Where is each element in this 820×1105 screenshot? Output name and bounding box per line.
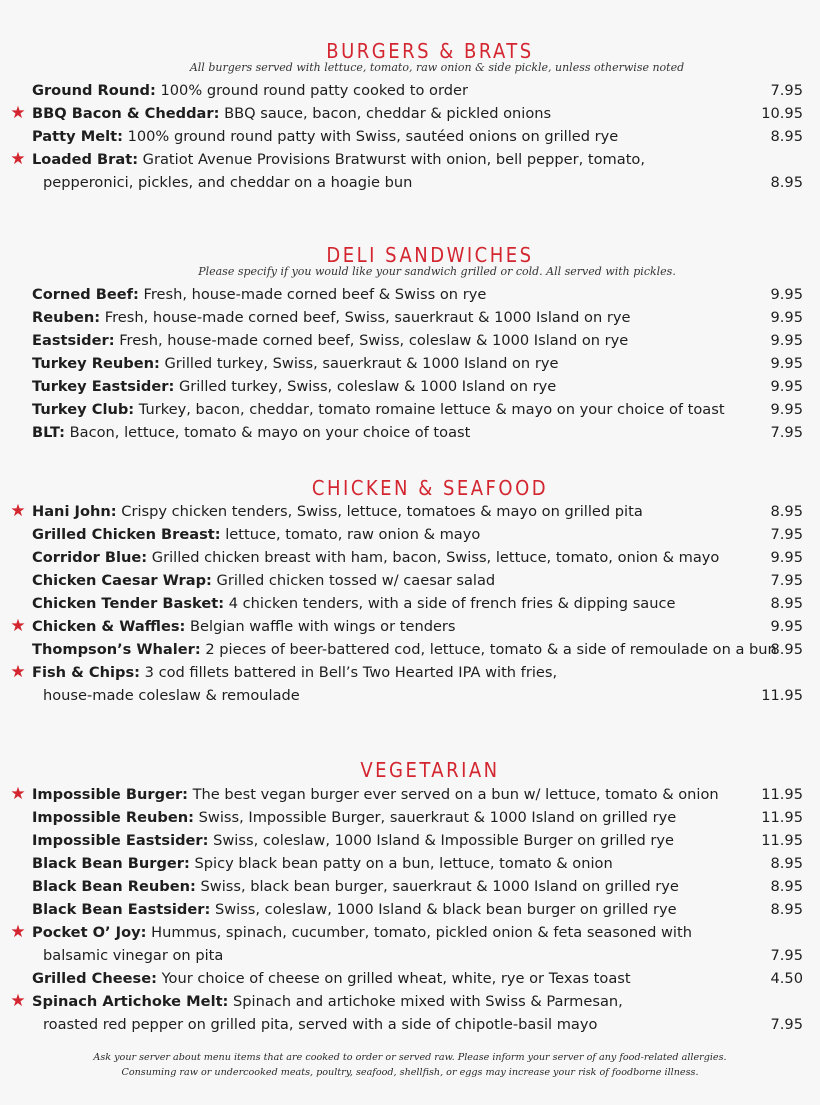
item-description: The best vegan burger ever served on a bun w/ lettuce, tomato & onion (192, 786, 719, 803)
item-description: 2 pieces of beer-battered cod, lettuce, tomato & a side of remoulade on a bun (205, 641, 777, 658)
item-line (32, 783, 719, 806)
item-description-continued: house-made coleslaw & remoulade (43, 687, 300, 704)
item-price: 9.95 (770, 355, 803, 372)
menu-item (0, 375, 820, 398)
menu-item (0, 283, 820, 306)
menu-item-continued (0, 171, 820, 194)
section-title: BURGERS & BRATS (326, 39, 534, 63)
item-description: Swiss, Impossible Burger, sauerkraut & 1000 Island on grilled rye (198, 809, 677, 826)
item-description: 100% ground round patty cooked to order (160, 82, 468, 99)
item-price: 11.95 (761, 687, 803, 704)
item-line (32, 283, 486, 306)
item-name: Eastsider: (32, 332, 115, 349)
menu-item (0, 898, 820, 921)
item-description-continued: roasted red pepper on grilled pita, served with a side of chipotle-basil mayo (43, 1016, 598, 1033)
menu-item (0, 306, 820, 329)
item-description-continued: pepperonici, pickles, and cheddar on a hoagie bun (43, 174, 413, 191)
item-price: 9.95 (770, 549, 803, 566)
item-price: 7.95 (770, 526, 803, 543)
menu-item (0, 398, 820, 421)
item-name: Black Bean Reuben: (32, 878, 196, 895)
item-line (32, 638, 777, 661)
star-icon: ★ (10, 662, 26, 682)
menu-item (0, 546, 820, 569)
item-name: Grilled Chicken Breast: (32, 526, 221, 543)
item-description: Belgian waffle with wings or tenders (190, 618, 456, 635)
item-description: Gratiot Avenue Provisions Bratwurst with onion, bell pepper, tomato, (142, 151, 646, 168)
item-description: lettuce, tomato, raw onion & mayo (225, 526, 481, 543)
menu-item (0, 921, 820, 944)
item-name: Spinach Artichoke Melt: (32, 993, 229, 1010)
menu-item-continued (0, 944, 820, 967)
item-line (32, 523, 480, 546)
item-name: BLT: (32, 424, 65, 441)
item-line (32, 398, 725, 421)
disclaimer (0, 1050, 820, 1080)
disclaimer-line: Ask your server about menu items that are cooked to order or served raw. Please inform your server of any food-related allergies. (93, 1052, 727, 1063)
item-name: Grilled Cheese: (32, 970, 157, 987)
item-line (32, 148, 645, 171)
item-description: Grilled turkey, Swiss, sauerkraut & 1000 Island on rye (164, 355, 559, 372)
menu-item (0, 967, 820, 990)
item-name: Fish & Chips: (32, 664, 141, 681)
item-description: 4 chicken tenders, with a side of french fries & dipping sauce (228, 595, 676, 612)
item-line (32, 500, 643, 523)
item-name: Turkey Eastsider: (32, 378, 175, 395)
item-price: 11.95 (761, 832, 803, 849)
star-icon: ★ (10, 922, 26, 942)
menu-item (0, 523, 820, 546)
item-price: 9.95 (770, 309, 803, 326)
item-name: BBQ Bacon & Cheddar: (32, 105, 220, 122)
item-line (32, 806, 676, 829)
item-price: 8.95 (770, 901, 803, 918)
item-name: Loaded Brat: (32, 151, 139, 168)
item-price: 4.50 (770, 970, 803, 987)
item-line (32, 569, 495, 592)
item-price: 8.95 (770, 128, 803, 145)
section-title: DELI SANDWICHES (326, 243, 534, 267)
item-line (32, 921, 692, 944)
menu-item (0, 783, 820, 806)
item-description: Crispy chicken tenders, Swiss, lettuce, tomatoes & mayo on grilled pita (121, 503, 643, 520)
star-icon: ★ (10, 616, 26, 636)
menu-item (0, 329, 820, 352)
item-price: 8.95 (770, 595, 803, 612)
disclaimer-line: Consuming raw or undercooked meats, poultry, seafood, shellfish, or eggs may increase your risk of foodborne illness. (121, 1067, 699, 1078)
item-line (32, 990, 623, 1013)
item-name: Corned Beef: (32, 286, 139, 303)
item-price: 8.95 (770, 855, 803, 872)
section-title: CHICKEN & SEAFOOD (311, 476, 549, 500)
section-title: VEGETARIAN (360, 758, 500, 782)
item-description: Grilled chicken tossed w/ caesar salad (216, 572, 496, 589)
item-line (32, 375, 556, 398)
item-description: Fresh, house-made corned beef & Swiss on rye (143, 286, 487, 303)
menu-item (0, 829, 820, 852)
item-description: Swiss, black bean burger, sauerkraut & 1000 Island on grilled rye (200, 878, 679, 895)
star-icon: ★ (10, 501, 26, 521)
item-name: Black Bean Eastsider: (32, 901, 211, 918)
item-line (32, 102, 551, 125)
menu-item (0, 615, 820, 638)
item-price: 8.95 (770, 878, 803, 895)
item-price: 9.95 (770, 286, 803, 303)
item-line (32, 898, 677, 921)
item-price: 8.95 (770, 641, 803, 658)
item-description: Bacon, lettuce, tomato & mayo on your choice of toast (69, 424, 471, 441)
item-line (32, 875, 679, 898)
menu-item (0, 569, 820, 592)
menu-item (0, 148, 820, 171)
item-description: Grilled chicken breast with ham, bacon, Swiss, lettuce, tomato, onion & mayo (151, 549, 720, 566)
item-name: Chicken Tender Basket: (32, 595, 225, 612)
item-price: 8.95 (770, 174, 803, 191)
item-description: Spicy black bean patty on a bun, lettuce, tomato & onion (194, 855, 613, 872)
item-name: Impossible Eastsider: (32, 832, 209, 849)
item-price: 9.95 (770, 401, 803, 418)
menu-item-continued (0, 1013, 820, 1036)
item-price: 8.95 (770, 503, 803, 520)
item-price: 9.95 (770, 618, 803, 635)
menu-item (0, 102, 820, 125)
item-line (32, 829, 674, 852)
menu-item (0, 79, 820, 102)
item-line (32, 592, 676, 615)
item-name: Impossible Burger: (32, 786, 188, 803)
item-description: Hummus, spinach, cucumber, tomato, pickled onion & feta seasoned with (151, 924, 692, 941)
item-line (32, 852, 613, 875)
item-price: 7.95 (770, 424, 803, 441)
item-line (32, 125, 618, 148)
item-name: Turkey Club: (32, 401, 135, 418)
item-description: 100% ground round patty with Swiss, sautéed onions on grilled rye (127, 128, 619, 145)
menu-item (0, 352, 820, 375)
item-line (32, 352, 558, 375)
item-line (32, 546, 719, 569)
section-note: All burgers served with lettuce, tomato, raw onion & side pickle, unless otherwise noted (189, 61, 685, 74)
item-line (32, 306, 630, 329)
menu-item-continued (0, 684, 820, 707)
item-line (32, 967, 631, 990)
item-description: Turkey, bacon, cheddar, tomato romaine lettuce & mayo on your choice of toast (138, 401, 725, 418)
section-note: Please specify if you would like your sandwich grilled or cold. All served with pickles. (198, 265, 676, 278)
item-name: Hani John: (32, 503, 117, 520)
star-icon: ★ (10, 784, 26, 804)
item-name: Chicken Caesar Wrap: (32, 572, 212, 589)
item-line (32, 615, 456, 638)
menu-item (0, 875, 820, 898)
menu-item (0, 592, 820, 615)
item-description-continued: balsamic vinegar on pita (43, 947, 224, 964)
item-name: Chicken & Waffles: (32, 618, 186, 635)
item-name: Pocket O’ Joy: (32, 924, 147, 941)
item-description: Fresh, house-made corned beef, Swiss, coleslaw & 1000 Island on rye (119, 332, 629, 349)
item-description: 3 cod fillets battered in Bell’s Two Hearted IPA with fries, (144, 664, 558, 681)
star-icon: ★ (10, 103, 26, 123)
item-price: 11.95 (761, 809, 803, 826)
star-icon: ★ (10, 991, 26, 1011)
item-line (32, 421, 470, 444)
item-name: Thompson’s Whaler: (32, 641, 201, 658)
menu-item (0, 500, 820, 523)
item-price: 7.95 (770, 947, 803, 964)
item-name: Black Bean Burger: (32, 855, 190, 872)
item-name: Corridor Blue: (32, 549, 148, 566)
item-price: 7.95 (770, 1016, 803, 1033)
item-line (32, 661, 557, 684)
menu-item (0, 990, 820, 1013)
item-price: 9.95 (770, 332, 803, 349)
item-name: Turkey Reuben: (32, 355, 160, 372)
menu-item (0, 661, 820, 684)
item-price: 10.95 (761, 105, 803, 122)
item-description: Swiss, coleslaw, 1000 Island & Impossible Burger on grilled rye (213, 832, 675, 849)
item-name: Ground Round: (32, 82, 156, 99)
item-name: Patty Melt: (32, 128, 123, 145)
item-description: Your choice of cheese on grilled wheat, white, rye or Texas toast (161, 970, 631, 987)
item-price: 7.95 (770, 82, 803, 99)
menu-item (0, 421, 820, 444)
star-icon: ★ (10, 149, 26, 169)
item-description: Grilled turkey, Swiss, coleslaw & 1000 Island on rye (178, 378, 557, 395)
menu-item (0, 806, 820, 829)
item-line (32, 329, 628, 352)
item-price: 7.95 (770, 572, 803, 589)
menu-item (0, 852, 820, 875)
item-price: 9.95 (770, 378, 803, 395)
item-line (32, 79, 468, 102)
item-description: Swiss, coleslaw, 1000 Island & black bean burger on grilled rye (214, 901, 677, 918)
item-name: Impossible Reuben: (32, 809, 195, 826)
item-name: Reuben: (32, 309, 101, 326)
menu-item (0, 125, 820, 148)
item-description: Spinach and artichoke mixed with Swiss & Parmesan, (233, 993, 623, 1010)
item-price: 11.95 (761, 786, 803, 803)
menu-item (0, 638, 820, 661)
item-description: Fresh, house-made corned beef, Swiss, sauerkraut & 1000 Island on rye (104, 309, 631, 326)
item-description: BBQ sauce, bacon, cheddar & pickled onions (224, 105, 552, 122)
